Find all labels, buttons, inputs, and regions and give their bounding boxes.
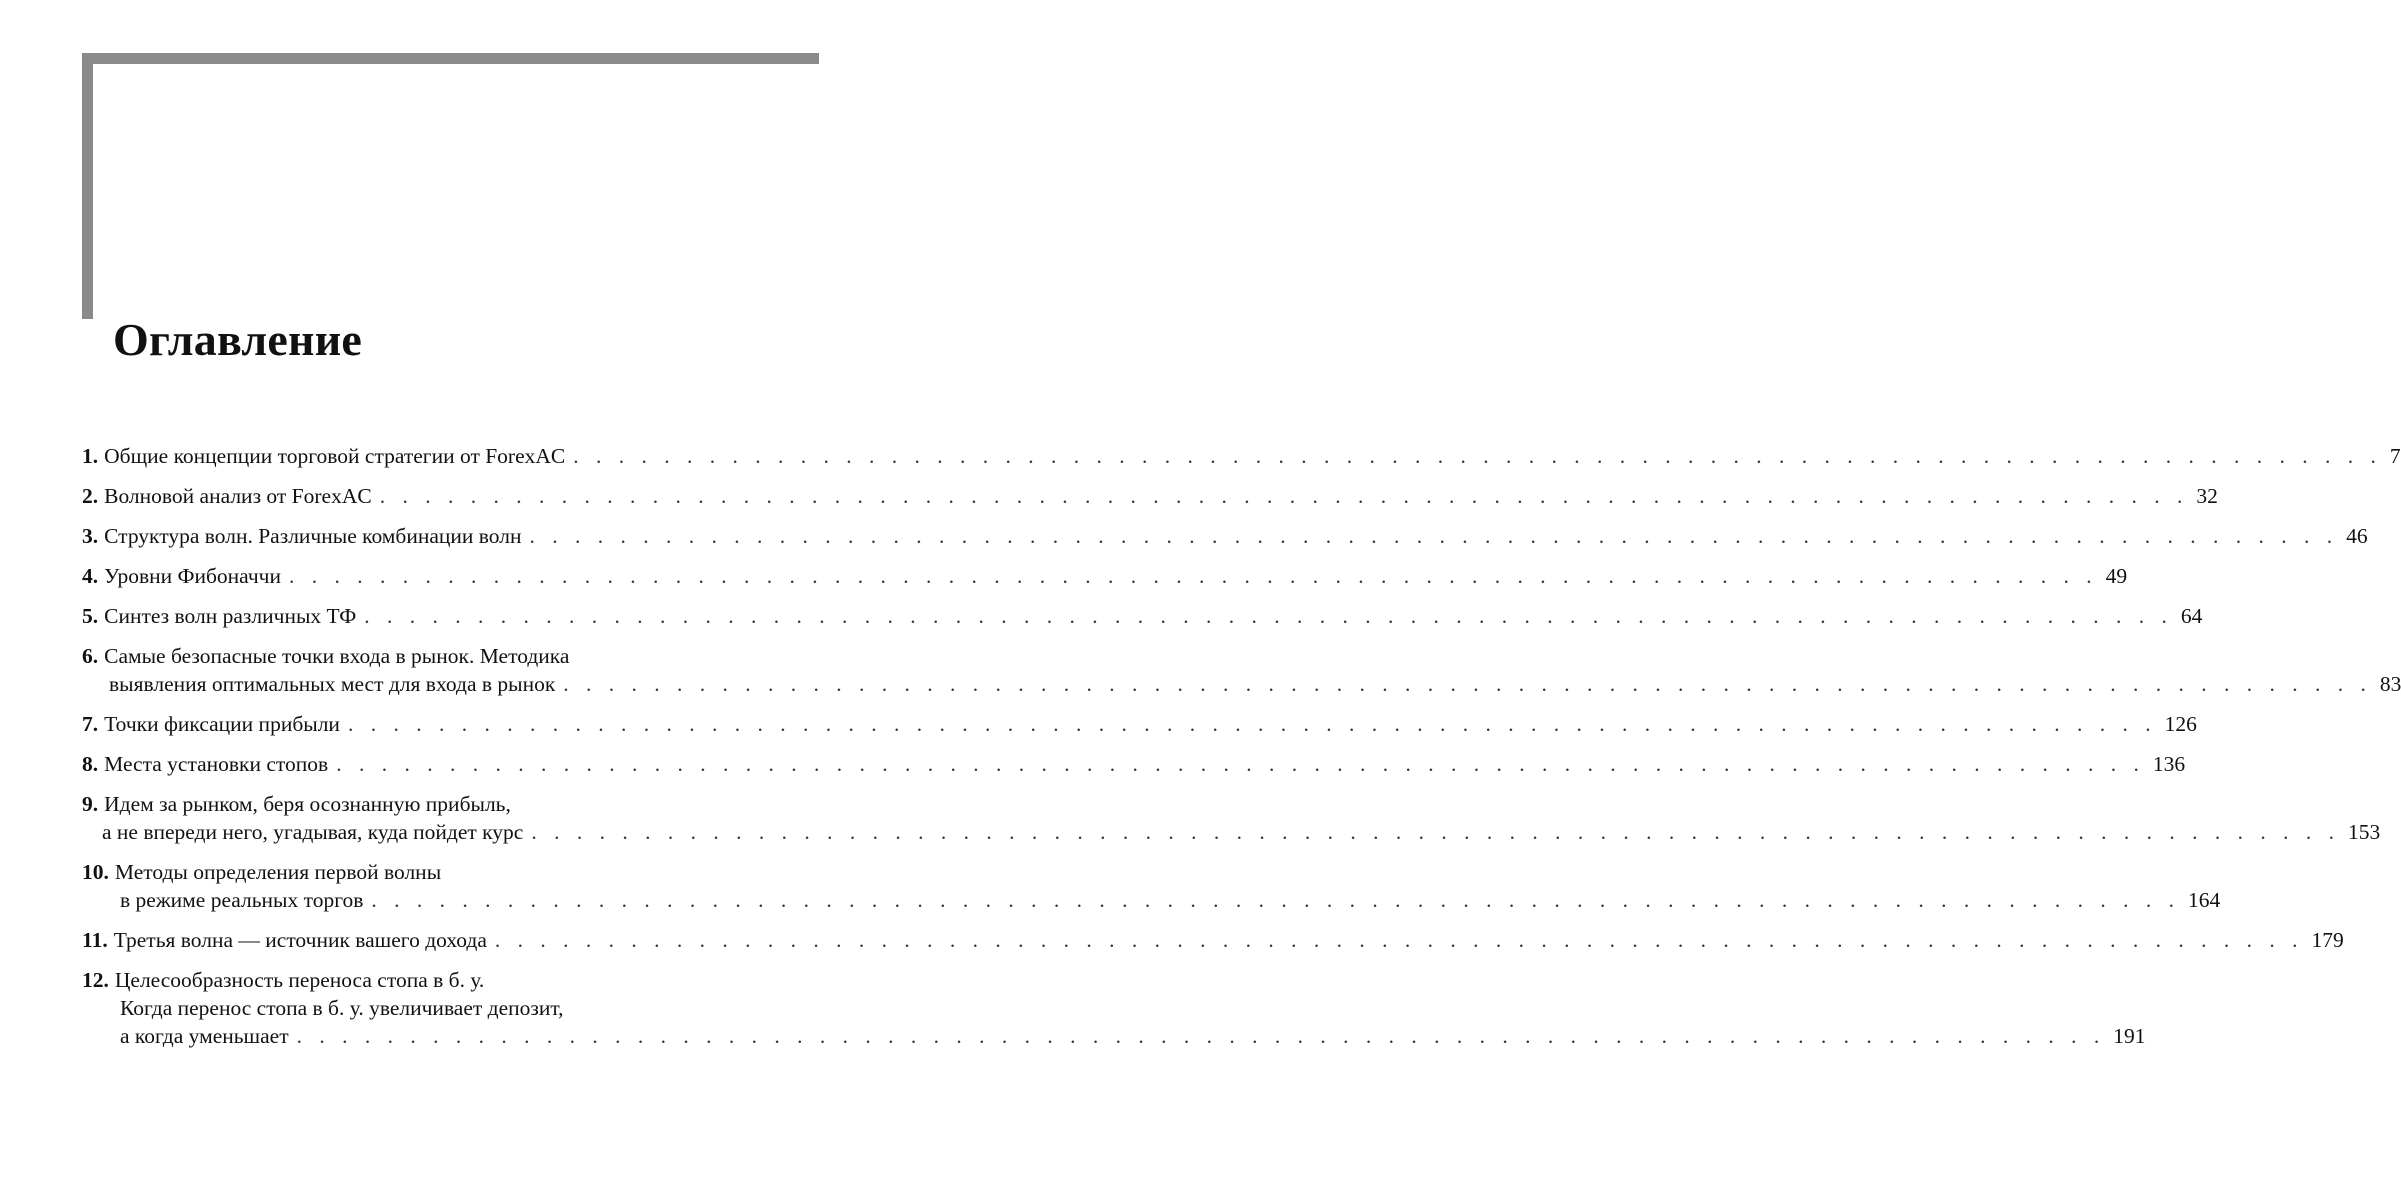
toc-entry-11[interactable] [82, 926, 2344, 954]
toc-page-number: 7 [2389, 444, 2401, 468]
toc-entry-8[interactable] [82, 750, 2186, 778]
toc-page-number: 153 [2347, 820, 2381, 844]
decorative-frame-top [82, 53, 819, 64]
toc-entry-6[interactable] [82, 642, 2401, 698]
decorative-frame-left [82, 53, 93, 319]
toc-entry-12[interactable] [82, 966, 2146, 1050]
toc-entry-title: Структура волн. Различные комбинации волн [104, 524, 522, 548]
toc-entry-title-continued: в режиме реальных торгов [120, 888, 364, 912]
toc-entry-title: Точки фиксации прибыли [104, 712, 340, 736]
toc-entry-4[interactable] [82, 562, 2128, 590]
toc-page-number: 191 [2113, 1024, 2146, 1048]
toc-entry-title: Третья волна — источник вашего дохода [113, 928, 487, 952]
toc-page-number: 83 [2379, 672, 2401, 696]
dot-leader: . . . . . . . . . . . . . . . . . . . . . . . . . . . . . . . . . . . . . . . . . . . . . . . . . . . . . . . . . . . . . . . . . . . . . . . . . . . . . . . . [289, 564, 2098, 588]
toc-entry-title: Волновой анализ от ForexAC [104, 484, 372, 508]
toc-entry-title-continued: а не впереди него, угадывая, куда пойдет курс [102, 820, 524, 844]
toc-entry-title: Уровни Фибоначчи [104, 564, 281, 588]
toc-entry-9[interactable] [82, 790, 2381, 846]
toc-entry-number: 10. [82, 860, 109, 884]
toc-entry-3[interactable] [82, 522, 2368, 550]
toc-page-number: 179 [2311, 928, 2344, 952]
page-title: Оглавление [113, 314, 363, 365]
toc-entry-title: Общие концепции торговой стратегии от ForexAC [104, 444, 566, 468]
toc-entry-1[interactable] [82, 442, 2401, 470]
dot-leader: . . . . . . . . . . . . . . . . . . . . . . . . . . . . . . . . . . . . . . . . . . . . . . . . . . . . . . . . . . . . . . . . . . . . . . . . . . . . . . . . [379, 484, 2189, 508]
toc-entry-number: 1. [82, 444, 99, 468]
dot-leader: . . . . . . . . . . . . . . . . . . . . . . . . . . . . . . . . . . . . . . . . . . . . . . . . . . . . . . . . . . . . . . . . . . . . . . . . . . . . . . . . [371, 888, 2181, 912]
toc-entry-title: Места установки стопов [104, 752, 329, 776]
toc-page-number: 64 [2180, 604, 2203, 628]
toc-entry-title: Синтез волн различных ТФ [104, 604, 357, 628]
toc-entry-5[interactable] [82, 602, 2203, 630]
toc-entry-title-continued: а когда уменьшает [120, 1024, 289, 1048]
toc-entry-number: 7. [82, 712, 99, 736]
dot-leader: . . . . . . . . . . . . . . . . . . . . . . . . . . . . . . . . . . . . . . . . . . . . . . . . . . . . . . . . . . . . . . . . . . . . . . . . . . . . . . . . [336, 752, 2145, 776]
toc-entry-number: 12. [82, 968, 109, 992]
toc-entry-2[interactable] [82, 482, 2218, 510]
dot-leader: . . . . . . . . . . . . . . . . . . . . . . . . . . . . . . . . . . . . . . . . . . . . . . . . . . . . . . . . . . . . . . . . . . . . . . . . . . . . . . . . [529, 524, 2339, 548]
toc-entry-title: Идем за рынком, беря осознанную прибыль, [104, 792, 511, 816]
toc-entry-number: 3. [82, 524, 99, 548]
dot-leader: . . . . . . . . . . . . . . . . . . . . . . . . . . . . . . . . . . . . . . . . . . . . . . . . . . . . . . . . . . . . . . . . . . . . . . . . . . . . . . . . [563, 672, 2372, 696]
toc-entry-number: 4. [82, 564, 99, 588]
toc-entry-number: 2. [82, 484, 99, 508]
dot-leader: . . . . . . . . . . . . . . . . . . . . . . . . . . . . . . . . . . . . . . . . . . . . . . . . . . . . . . . . . . . . . . . . . . . . . . . . . . . . . . . . [347, 712, 2157, 736]
dot-leader: . . . . . . . . . . . . . . . . . . . . . . . . . . . . . . . . . . . . . . . . . . . . . . . . . . . . . . . . . . . . . . . . . . . . . . . . . . . . . . . . [494, 928, 2304, 952]
toc-entry-number: 5. [82, 604, 99, 628]
toc-entry-title: Самые безопасные точки входа в рынок. Методика [104, 644, 570, 668]
toc-page-number: 49 [2105, 564, 2128, 588]
toc-page-number: 136 [2152, 752, 2186, 776]
toc-entry-7[interactable] [82, 710, 2197, 738]
toc-entry-title: Целесообразность переноса стопа в б. у. [114, 968, 485, 992]
dot-leader: . . . . . . . . . . . . . . . . . . . . . . . . . . . . . . . . . . . . . . . . . . . . . . . . . . . . . . . . . . . . . . . . . . . . . . . . . . . . . . . . [296, 1024, 2106, 1048]
toc-entry-number: 6. [82, 644, 99, 668]
dot-leader: . . . . . . . . . . . . . . . . . . . . . . . . . . . . . . . . . . . . . . . . . . . . . . . . . . . . . . . . . . . . . . . . . . . . . . . . . . . . . . . . [573, 444, 2382, 468]
toc-entry-title: Методы определения первой волны [114, 860, 442, 884]
toc-entry-number: 11. [82, 928, 108, 952]
toc-page-number: 164 [2188, 888, 2221, 912]
toc-page-number: 46 [2346, 524, 2368, 548]
dot-leader: . . . . . . . . . . . . . . . . . . . . . . . . . . . . . . . . . . . . . . . . . . . . . . . . . . . . . . . . . . . . . . . . . . . . . . . . . . . . . . . . [364, 604, 2173, 628]
toc-entry-10[interactable] [82, 858, 2221, 914]
toc-entry-title-continued: Когда перенос стопа в б. у. увеличивает депозит, [120, 996, 564, 1020]
dot-leader: . . . . . . . . . . . . . . . . . . . . . . . . . . . . . . . . . . . . . . . . . . . . . . . . . . . . . . . . . . . . . . . . . . . . . . . . . . . . . . . . [531, 820, 2340, 844]
toc-entry-title-continued: выявления оптимальных мест для входа в рынок [109, 672, 556, 696]
toc-page-number: 32 [2196, 484, 2218, 508]
toc-page-number: 126 [2164, 712, 2197, 736]
table-of-contents [82, 442, 2401, 1062]
toc-entry-number: 8. [82, 752, 99, 776]
toc-entry-number: 9. [82, 792, 99, 816]
